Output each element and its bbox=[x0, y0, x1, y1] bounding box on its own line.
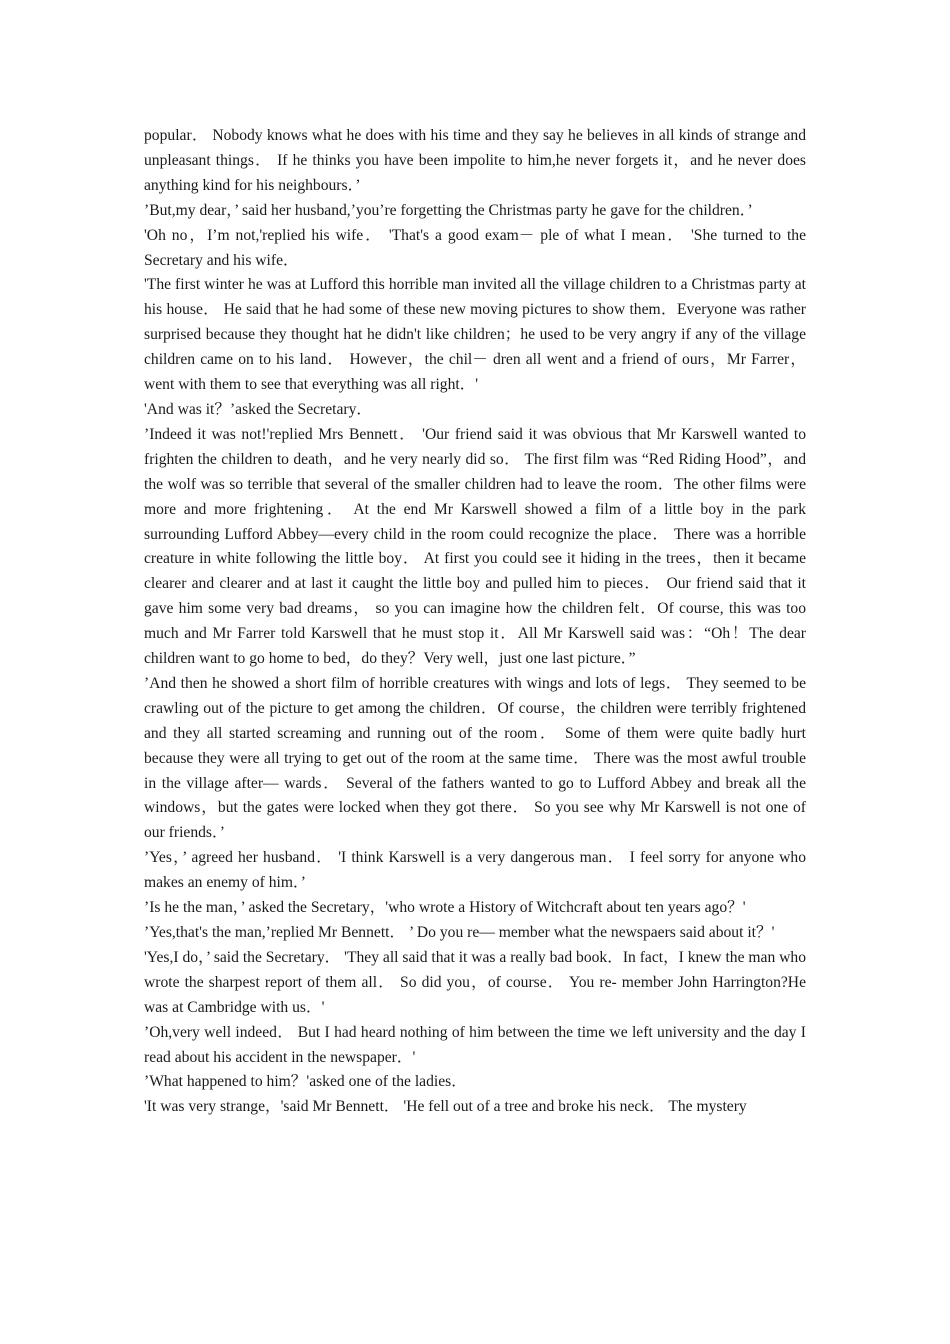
paragraph: ’But,my dear，’ said her husband,’you’re forgetting the Christmas party he gave for the children．’ bbox=[144, 201, 753, 219]
paragraph: ’Oh,very well indeed． But I had heard nothing of him between the time we left university and the day I read about his accident in the newspaper．' bbox=[144, 1023, 806, 1066]
paragraph: 'Yes,I do，’ said the Secretary． 'They all said that it was a really bad book．In fact，I knew the man who wrote the sharpest report of them all． So did you，of course． You re- member John Harrington?He was at Cambridge with us．' bbox=[144, 948, 806, 1016]
paragraph: ’Yes,that's the man,’replied Mr Bennett． ’ Do you re— member what the newspaers said about it？' bbox=[144, 924, 775, 941]
paragraph: ’Indeed it was not!'replied Mrs Bennett． 'Our friend said it was obvious that Mr Karswell wanted to frighten the children to death，and he very nearly did so． The first film was “Red Riding Hood”，and the wolf was so terrible that several of the smaller children had to leave the room．The other films were more and more frightening． At the end Mr Karswell showed a film of a little boy in the park surrounding Lufford Abbey—every child in the room could recognize the place． There was a horrible creature in white following the little boy． At first you could see it hiding in the trees，then it became clearer and clearer and at last it caught the little boy and pulled him to pieces． Our friend said that it gave him some very bad dreams， so you can imagine how the children felt．Of course, this was too much and Mr Farrer told Karswell that he must stop it．All Mr Karswell said was：“Oh！The dear children want to go home to bed，do they？Very well，just one last picture．” bbox=[144, 425, 806, 668]
paragraph: ’What happened to him？'asked one of the ladies． bbox=[144, 1073, 467, 1091]
paragraph: 'Oh no，I’m not,'replied his wife． 'That's a good exam－ ple of what I mean． 'She turned to the Secretary and his wife． bbox=[144, 226, 806, 269]
paragraph: ’Is he the man，’ asked the Secretary，'who wrote a History of Witchcraft about ten years ago？' bbox=[144, 899, 746, 917]
paragraph: popular． Nobody knows what he does with his time and they say he believes in all kinds of strange and unpleasant things． If he thinks you have been impolite to him,he never forgets it，and he never does anything kind for his neighbours．’ bbox=[144, 127, 806, 194]
paragraph: ’Yes，’ agreed her husband． 'I think Karswell is a very dangerous man． I feel sorry for anyone who makes an enemy of him．’ bbox=[144, 849, 806, 892]
paragraph: 'The first winter he was at Lufford this horrible man invited all the village children to a Christmas party at his house． He said that he had some of these new moving pictures to show them．Everyone was rather surprised because they thought hat he didn't like children；he used to be very angry if any of the village children came on to his land． However，the chil－ dren all went and a friend of ours，Mr Farrer，went with them to see that everything was all right．' bbox=[144, 276, 806, 394]
body-text bbox=[144, 124, 806, 1120]
paragraph: ’And then he showed a short film of horrible creatures with wings and lots of legs． They seemed to be crawling out of the picture to get among the children．Of course，the children were terribly frightened and they all started screaming and running out of the room． Some of them were quite badly hurt because they were all trying to get out of the room at the same time． There was the most awful trouble in the village after— wards． Several of the fathers wanted to go to Lufford Abbey and break all the windows，but the gates were locked when they got there． So you see why Mr Karswell is not one of our friends．’ bbox=[144, 674, 806, 842]
paragraph: 'And was it？’asked the Secretary． bbox=[144, 400, 372, 418]
paragraph: 'It was very strange，'said Mr Bennett． 'He fell out of a tree and broke his neck． The mystery bbox=[144, 1098, 747, 1116]
